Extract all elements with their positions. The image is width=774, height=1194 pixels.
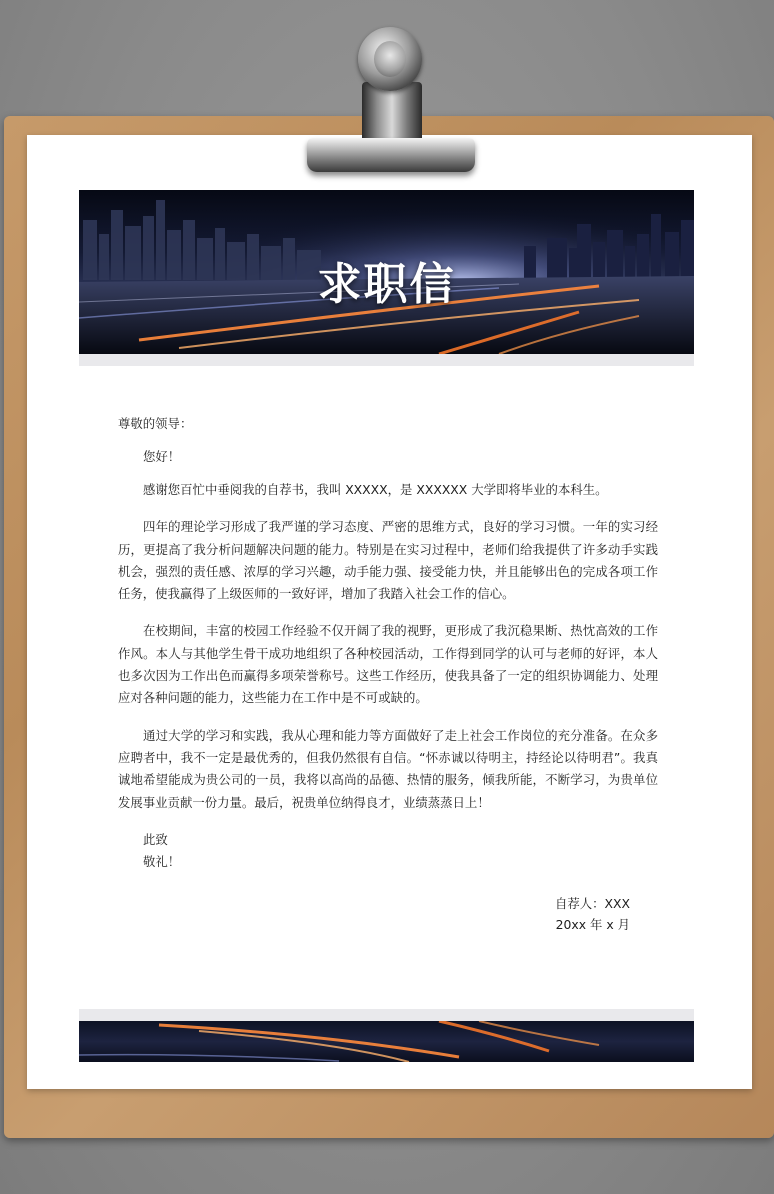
binder-clip-hole [374, 41, 406, 77]
footer-banner [79, 1021, 694, 1062]
letter-body [118, 413, 658, 873]
paragraph-intro: 感谢您百忙中垂阅我的自荐书，我叫 XXXXX，是 XXXXXX 大学即将毕业的本科生。 [143, 482, 608, 497]
page-title: 求职信 [317, 259, 456, 310]
letter-date: 20xx 年 x 月 [555, 917, 630, 932]
paragraph-campus: 在校期间，丰富的校园工作经验不仅开阔了我的视野，更形成了我沉稳果断、热忱高效的工作作风。本人与其他学生骨干成功地组织了各种校园活动，工作得到同学的认可与老师的好评，本人也多次因为工作出色而赢得多项荣誉称号。这些工作经历，使我具备了一定的组织协调能力、处理应对各种问题的能力，这些能力在工作中是不可或缺的。 [118, 623, 658, 706]
paragraph-closing: 通过大学的学习和实践，我从心理和能力等方面做好了走上社会工作岗位的充分准备。在众多应聘者中，我不一定是最优秀的，但我仍然很有自信。“怀赤诚以待明主，持经论以待明君”。我真诚地希望能成为贵公司的一员，我将以高尚的品德、热情的服务，倾我所能，不断学习，为贵单位发展事业贡献一份力量。最后，祝贵单位纳得良才，业绩蒸蒸日上！ [118, 727, 658, 810]
greeting: 您好！ [143, 449, 181, 464]
salutation: 尊敬的领导： [118, 416, 193, 431]
header-banner [79, 190, 694, 354]
banner-underline [79, 354, 694, 366]
binder-clip-arm [362, 82, 422, 146]
footer-banner-top [79, 1009, 694, 1021]
binder-clip-base [307, 138, 475, 172]
signature-block [490, 893, 630, 935]
closing-line-1: 此致 [143, 831, 168, 847]
light-streak-illustration [79, 1021, 694, 1062]
closing-line-2: 敬礼！ [143, 853, 181, 869]
paragraph-study: 四年的理论学习形成了我严谨的学习态度、严密的思维方式，良好的学习习惯。一年的实习经历，更提高了我分析问题解决问题的能力。特别是在实习过程中，老师们给我提供了许多动手实践机会，强烈的责任感、浓厚的学习兴趣，动手能力强、接受能力快，并且能够出色的完成各项工作任务，使我赢得了上级医师的一致好评，增加了我踏入社会工作的信心。 [118, 519, 658, 602]
signer-name: 自荐人：XXX [554, 896, 630, 911]
